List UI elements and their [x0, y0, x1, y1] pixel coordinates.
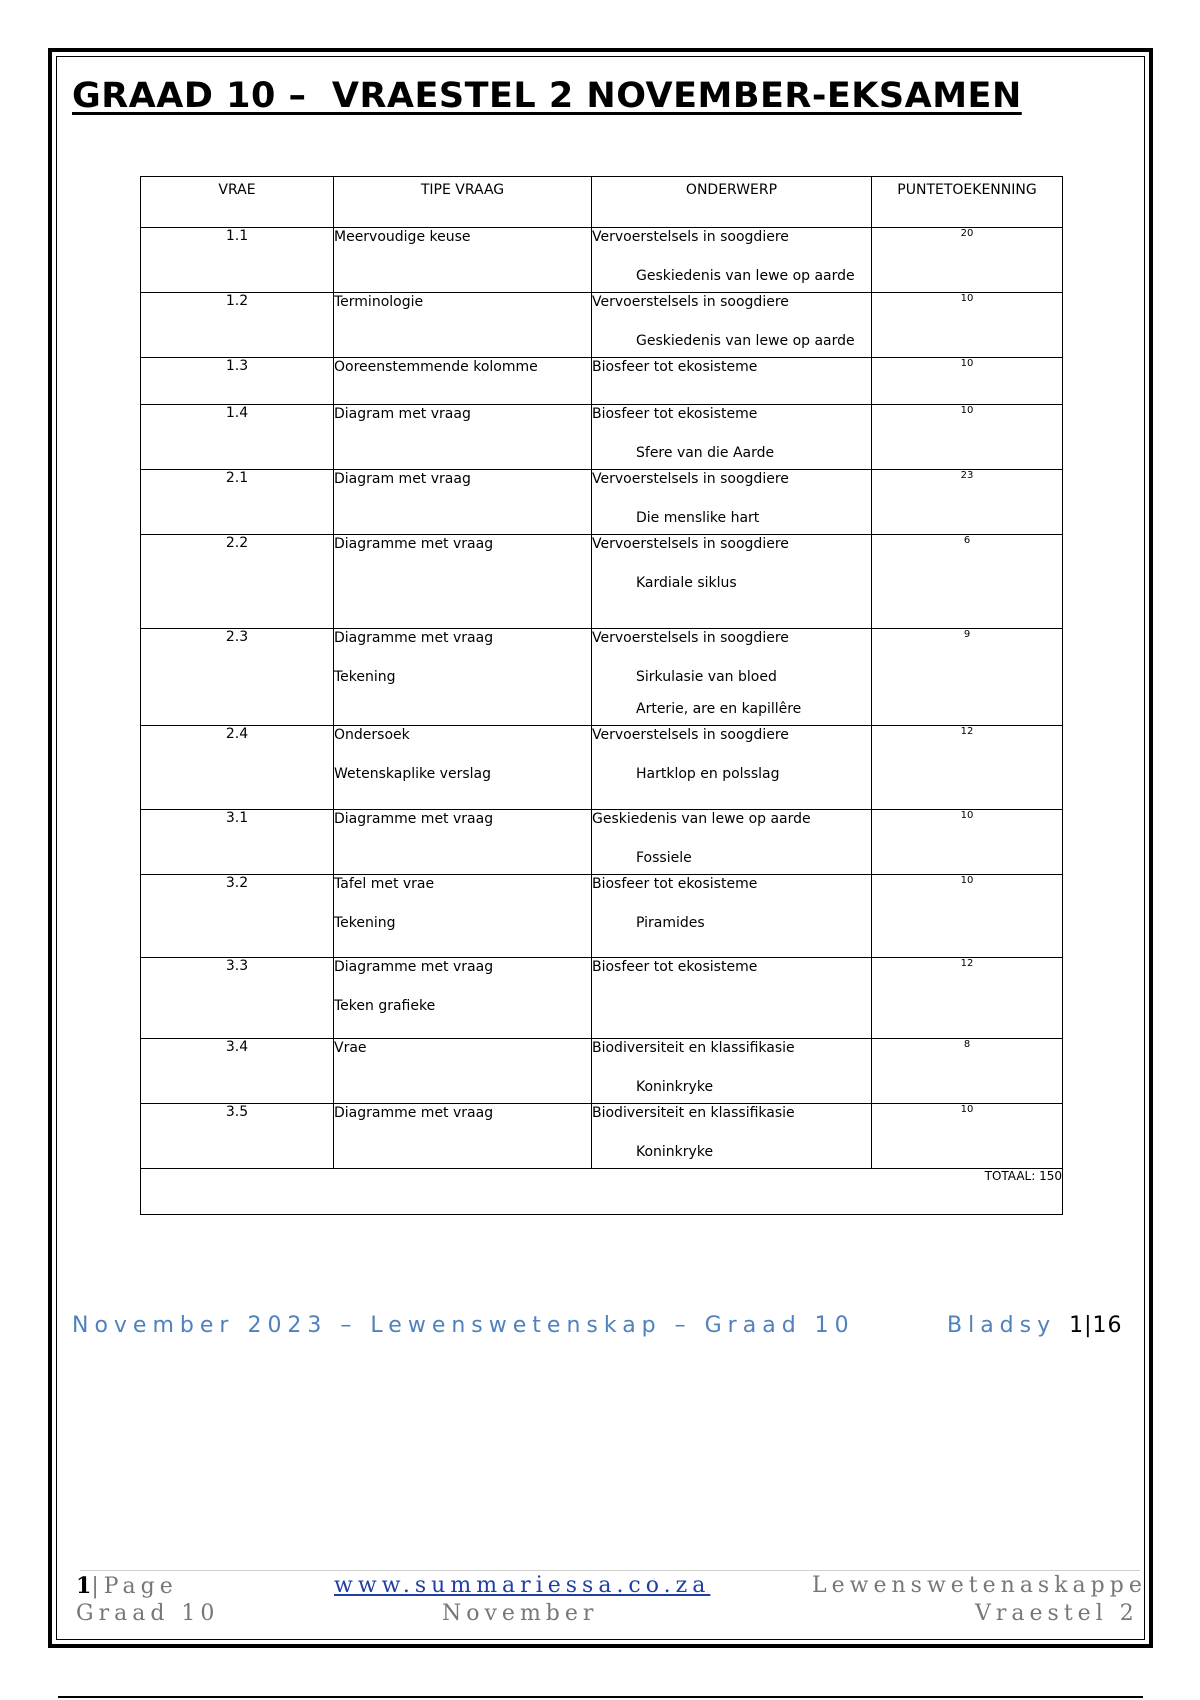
question-type-line: Wetenskaplike verslag — [334, 766, 491, 782]
question-type-line: Meervoudige keuse — [334, 229, 471, 245]
topic-line: Kardiale siklus — [636, 575, 737, 591]
footer-page-label: |Page — [91, 1574, 178, 1599]
table-total-row — [141, 1169, 1063, 1215]
topic — [592, 293, 872, 358]
question-number: 1.2 — [141, 293, 334, 358]
question-number: 2.1 — [141, 470, 334, 535]
question-type-line: Diagramme met vraag — [334, 959, 494, 975]
page-footer-text: November 2023 – Lewenswetenskap – Graad 10 — [72, 1313, 855, 1338]
topic-line: Hartklop en polsslag — [636, 766, 780, 782]
marks: 10 — [872, 358, 1063, 405]
marks: 6 — [872, 535, 1063, 629]
table-row — [141, 958, 1063, 1039]
topic-line: Vervoerstelsels in soogdiere — [592, 727, 789, 743]
question-type — [334, 228, 592, 293]
table-row — [141, 1039, 1063, 1104]
marks: 20 — [872, 228, 1063, 293]
topic-line: Sfere van die Aarde — [636, 445, 775, 461]
topic-line: Biosfeer tot ekosisteme — [592, 959, 758, 975]
footer-paper: Vraestel 2 — [975, 1601, 1139, 1626]
topic-line: Sirkulasie van bloed — [636, 669, 777, 685]
question-type-line: Tekening — [334, 669, 396, 685]
topic-line: Biosfeer tot ekosisteme — [592, 406, 758, 422]
footer-page — [76, 1573, 178, 1599]
question-type — [334, 629, 592, 726]
footer-page-number: 1 — [76, 1573, 92, 1599]
question-number: 1.1 — [141, 228, 334, 293]
topic — [592, 358, 872, 405]
question-type — [334, 535, 592, 629]
topic-line: Vervoerstelsels in soogdiere — [592, 471, 789, 487]
topic-line: Die menslike hart — [636, 510, 760, 526]
topic — [592, 1104, 872, 1169]
question-number: 3.1 — [141, 810, 334, 875]
exam-overview-table — [140, 176, 1063, 1215]
col-header-questions: VRAE — [141, 177, 334, 228]
col-header-topic: ONDERWERP — [592, 177, 872, 228]
total-marks: TOTAAL: 150 — [141, 1169, 1063, 1215]
question-number: 2.2 — [141, 535, 334, 629]
topic-line: Vervoerstelsels in soogdiere — [592, 536, 789, 552]
topic-line: Piramides — [636, 915, 705, 931]
topic-line: Biosfeer tot ekosisteme — [592, 876, 758, 892]
topic — [592, 726, 872, 810]
table-row — [141, 629, 1063, 726]
marks: 12 — [872, 726, 1063, 810]
topic — [592, 875, 872, 958]
page-number-value: 1|16 — [1069, 1313, 1123, 1338]
question-number: 3.5 — [141, 1104, 334, 1169]
topic — [592, 535, 872, 629]
question-type-line: Terminologie — [334, 294, 424, 310]
question-type-line: Vrae — [334, 1040, 367, 1056]
table-row — [141, 293, 1063, 358]
marks: 10 — [872, 810, 1063, 875]
topic-line: Koninkryke — [636, 1079, 714, 1095]
question-type-line: Tekening — [334, 915, 396, 931]
footer-subject: Lewenswetenaskappe — [812, 1573, 1147, 1598]
topic-line: Geskiedenis van lewe op aarde — [636, 268, 855, 284]
topic — [592, 810, 872, 875]
footer-month: November — [442, 1601, 599, 1626]
question-type — [334, 1039, 592, 1104]
table-header-row — [141, 177, 1063, 228]
page-number — [947, 1313, 1123, 1338]
marks: 10 — [872, 875, 1063, 958]
topic-line: Biosfeer tot ekosisteme — [592, 359, 758, 375]
question-type-line: Diagramme met vraag — [334, 536, 494, 552]
question-type-line: Diagram met vraag — [334, 471, 471, 487]
question-type — [334, 1104, 592, 1169]
page-label: Bladsy — [947, 1313, 1070, 1338]
table-row — [141, 726, 1063, 810]
page-title: GRAAD 10 – VRAESTEL 2 NOVEMBER-EKSAMEN — [72, 76, 1022, 116]
table-row — [141, 1104, 1063, 1169]
topic-line: Arterie, are en kapillêre — [636, 701, 802, 717]
question-number: 3.2 — [141, 875, 334, 958]
table-row — [141, 470, 1063, 535]
topic — [592, 629, 872, 726]
topic — [592, 405, 872, 470]
question-type — [334, 470, 592, 535]
marks: 12 — [872, 958, 1063, 1039]
question-type — [334, 405, 592, 470]
question-number: 3.4 — [141, 1039, 334, 1104]
footer-grade: Graad 10 — [76, 1601, 220, 1626]
table-row — [141, 875, 1063, 958]
topic-line: Vervoerstelsels in soogdiere — [592, 294, 789, 310]
marks: 10 — [872, 1104, 1063, 1169]
footer-divider — [80, 1570, 1140, 1571]
question-type-line: Teken grafieke — [334, 998, 436, 1014]
question-type-line: Ooreenstemmende kolomme — [334, 359, 538, 375]
question-type — [334, 293, 592, 358]
footer-website-link[interactable]: www.summariessa.co.za — [334, 1573, 711, 1598]
question-type-line: Diagram met vraag — [334, 406, 471, 422]
table-row — [141, 358, 1063, 405]
topic-line: Biodiversiteit en klassifikasie — [592, 1105, 795, 1121]
marks: 9 — [872, 629, 1063, 726]
question-number: 3.3 — [141, 958, 334, 1039]
question-type-line: Diagramme met vraag — [334, 811, 494, 827]
question-type — [334, 726, 592, 810]
topic-line: Vervoerstelsels in soogdiere — [592, 229, 789, 245]
topic-line: Biodiversiteit en klassifikasie — [592, 1040, 795, 1056]
marks: 10 — [872, 405, 1063, 470]
topic — [592, 1039, 872, 1104]
topic-line: Koninkryke — [636, 1144, 714, 1160]
table-row — [141, 405, 1063, 470]
marks: 23 — [872, 470, 1063, 535]
table-row — [141, 535, 1063, 629]
table-row — [141, 228, 1063, 293]
question-type — [334, 875, 592, 958]
col-header-question-type: TIPE VRAAG — [334, 177, 592, 228]
bottom-rule — [58, 1696, 1143, 1698]
topic-line: Vervoerstelsels in soogdiere — [592, 630, 789, 646]
topic — [592, 228, 872, 293]
question-type — [334, 810, 592, 875]
question-type — [334, 358, 592, 405]
question-type-line: Diagramme met vraag — [334, 1105, 494, 1121]
col-header-marks: PUNTETOEKENNING — [872, 177, 1063, 228]
topic-line: Fossiele — [636, 850, 692, 866]
question-number: 2.3 — [141, 629, 334, 726]
question-type-line: Ondersoek — [334, 727, 410, 743]
topic-line: Geskiedenis van lewe op aarde — [592, 811, 811, 827]
topic — [592, 470, 872, 535]
question-number: 1.4 — [141, 405, 334, 470]
topic — [592, 958, 872, 1039]
question-number: 1.3 — [141, 358, 334, 405]
table-row — [141, 810, 1063, 875]
question-type-line: Diagramme met vraag — [334, 630, 494, 646]
topic-line: Geskiedenis van lewe op aarde — [636, 333, 855, 349]
question-type — [334, 958, 592, 1039]
question-type-line: Tafel met vrae — [334, 876, 435, 892]
marks: 8 — [872, 1039, 1063, 1104]
marks: 10 — [872, 293, 1063, 358]
question-number: 2.4 — [141, 726, 334, 810]
